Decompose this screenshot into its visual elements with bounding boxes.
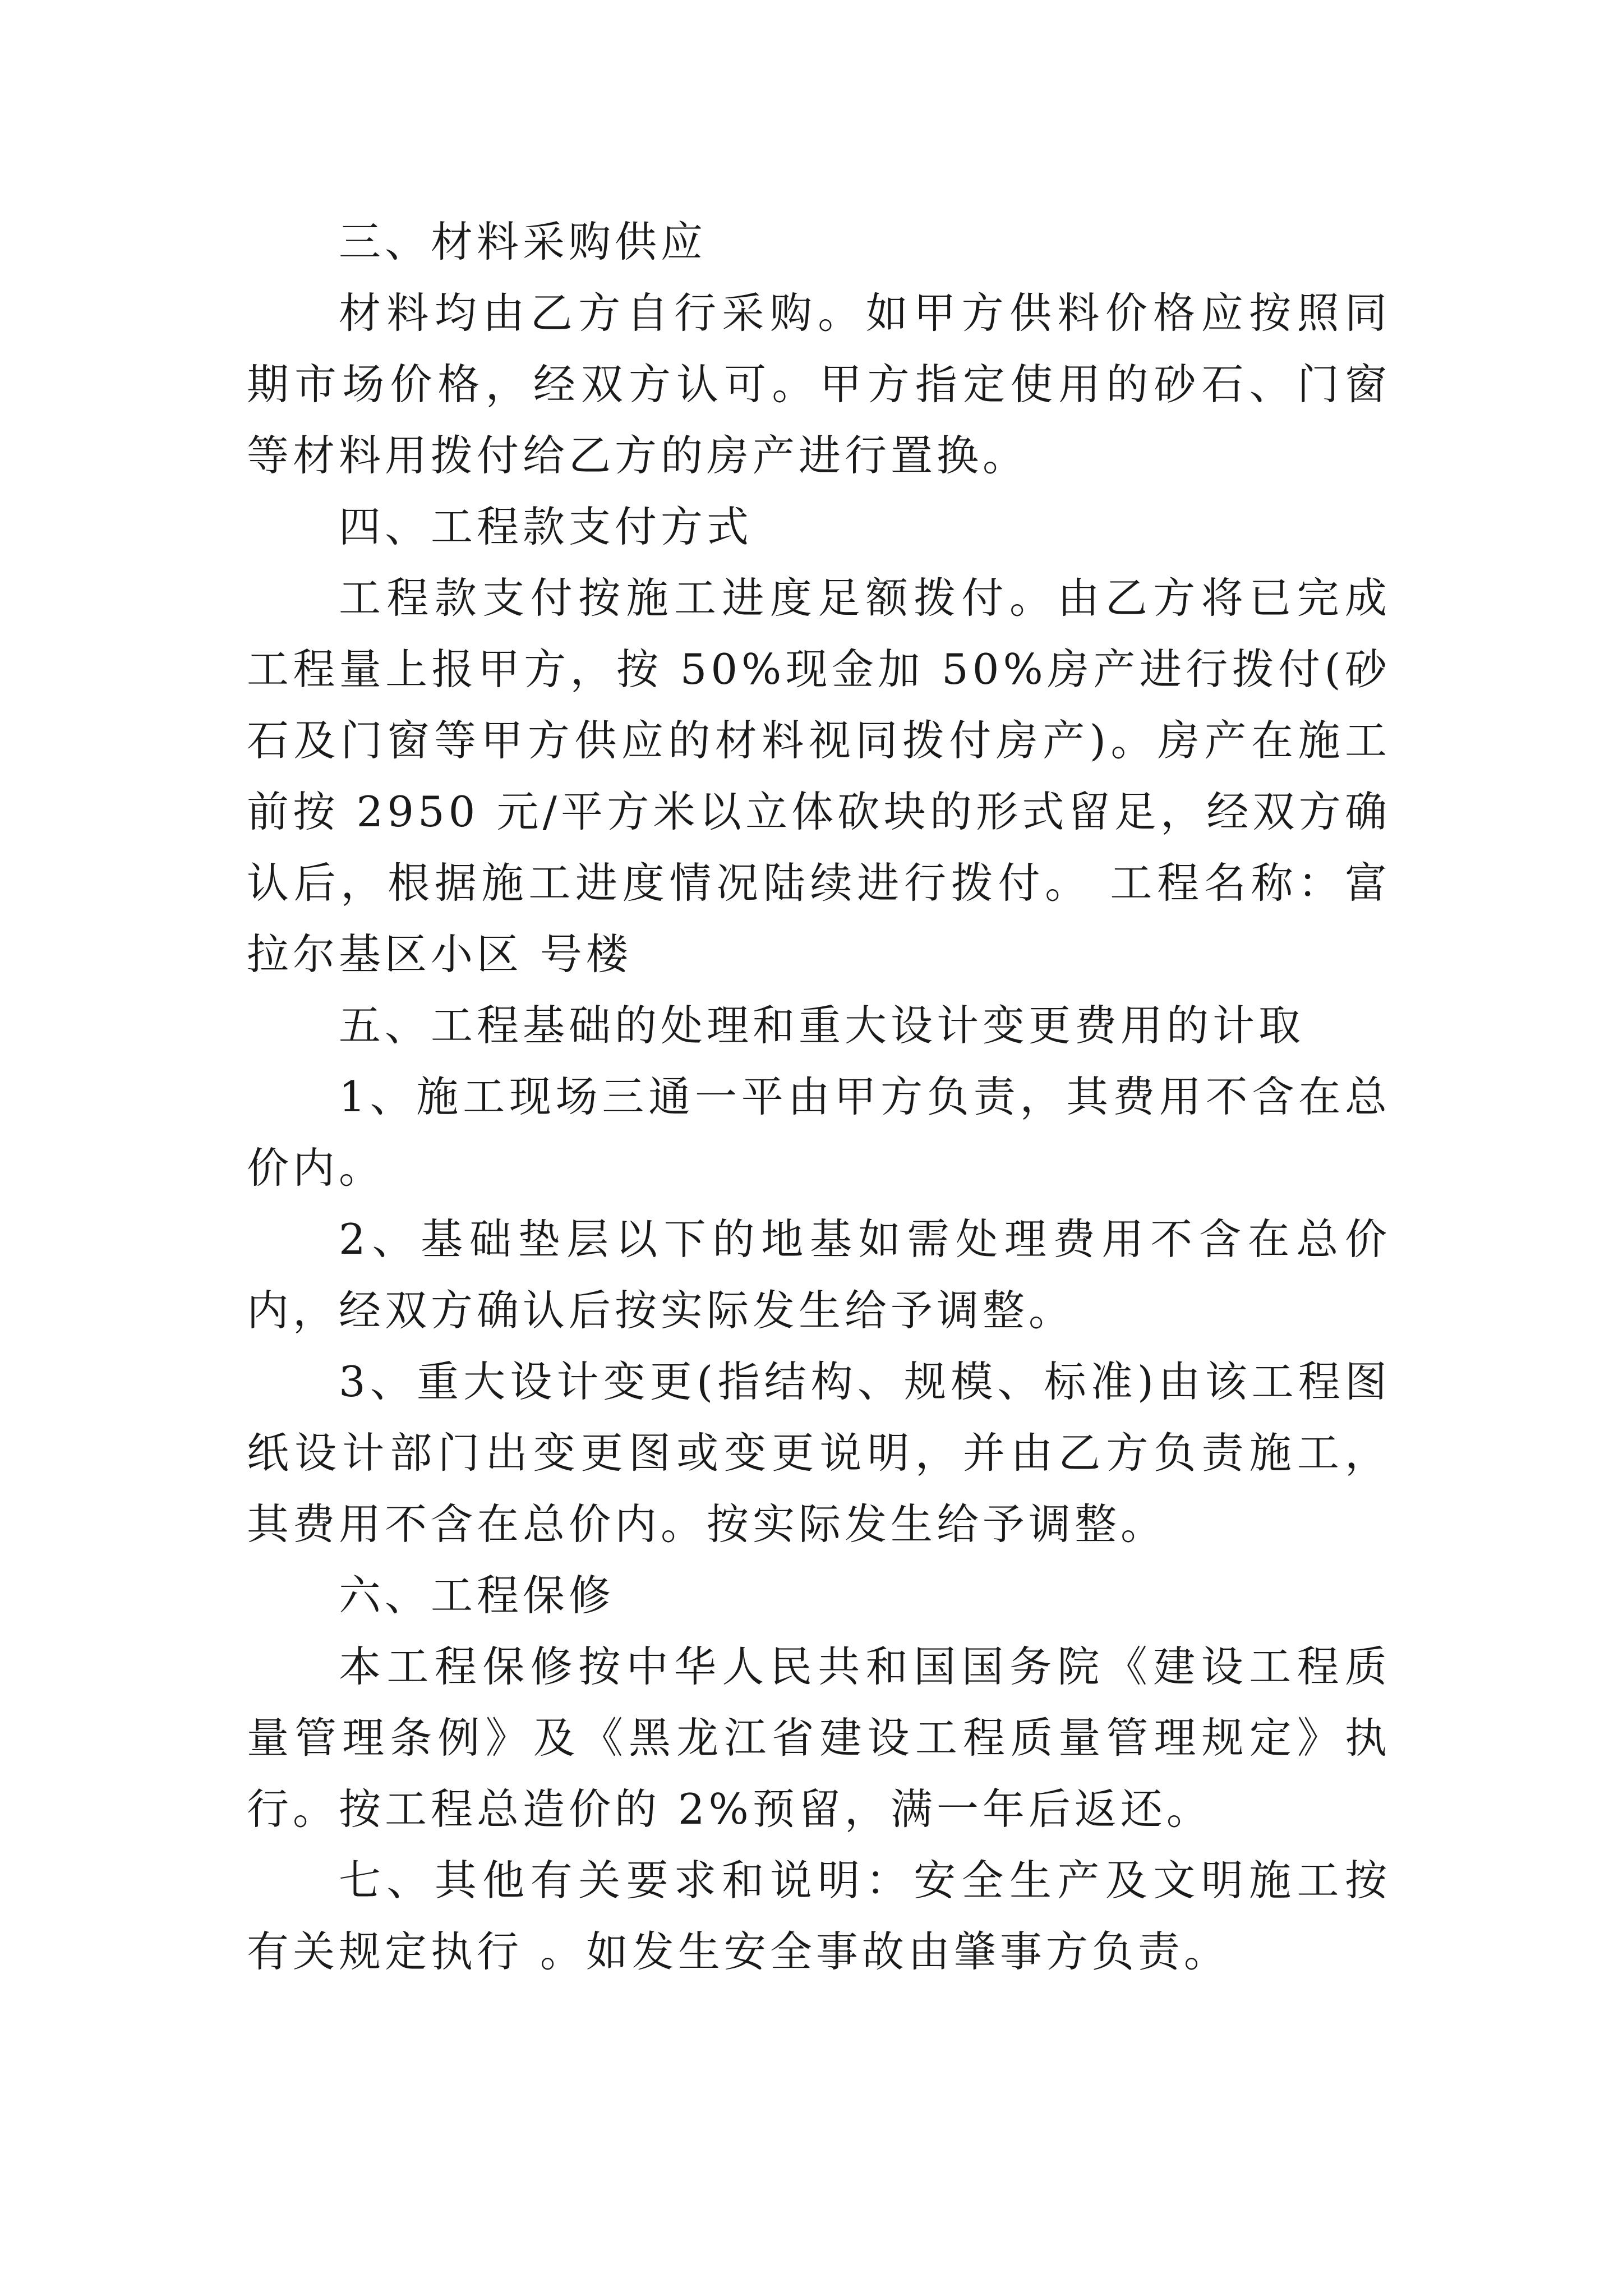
paragraph-foundation-item-3: 3、重大设计变更(指结构、规模、标准)由该工程图纸设计部门出变更图或变更说明，并由乙方负责施工，其费用不含在总价内。按实际发生给予调整。 [247,1357,1391,1549]
section-heading-foundation: 五、工程基础的处理和重大设计变更费用的计取 [339,1001,1305,1050]
paragraph-materials: 材料均由乙方自行采购。如甲方供料价格应按照同期市场价格，经双方认可。甲方指定使用的砂石、门窗等材料用拨付给乙方的房产进行置换。 [247,288,1391,480]
paragraph-foundation-item-1: 1、施工现场三通一平由甲方负责，其费用不含在总价内。 [247,1072,1391,1193]
paragraph-warranty: 本工程保修按中华人民共和国国务院《建设工程质量管理条例》及《黑龙江省建设工程质量管理规定》执行。按工程总造价的 2%预留，满一年后返还。 [247,1642,1391,1834]
paragraph-foundation-item-2: 2、基础垫层以下的地基如需处理费用不含在总价内，经双方确认后按实际发生给予调整。 [247,1214,1391,1335]
document-body [247,206,1391,1987]
section-heading-materials: 三、材料采购供应 [339,217,707,266]
section-heading-payment: 四、工程款支付方式 [339,502,753,551]
paragraph-other-requirements: 七、其他有关要求和说明：安全生产及文明施工按有关规定执行 。如发生安全事故由肇事方负责。 [247,1856,1391,1976]
paragraph-payment: 工程款支付按施工进度足额拨付。由乙方将已完成工程量上报甲方，按 50%现金加 50%房产进行拨付(砂石及门窗等甲方供应的材料视同拨付房产)。房产在施工前按 2950 元/平方米以立体砍块的形式留足，经双方确认后，根据施工进度情况陆续进行拨付。 工程名称：富拉尔基区小区 号楼 [247,573,1391,979]
section-heading-warranty: 六、工程保修 [339,1571,615,1620]
